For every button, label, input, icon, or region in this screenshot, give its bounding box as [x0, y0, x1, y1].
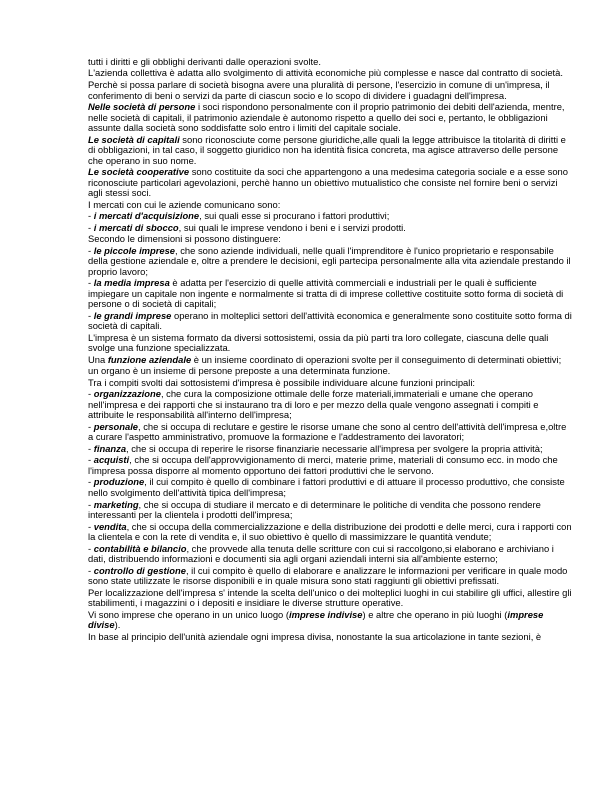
key-term: personale: [93, 420, 139, 432]
list-marker: -: [88, 454, 94, 466]
paragraph: Secondo le dimensioni si possono distinguere:: [88, 233, 281, 245]
list-item: [88, 544, 572, 565]
list-item: [88, 522, 572, 543]
paragraph-text: , che cura la composizione ottimale delle forze materiali,immateriali e umane che operano nell'impresa e dei rapporti che si instaurano tra di loro e per mezzo della quale vengono assegnati i compiti e attribuite le responsabilità all'interno dell'impresa;: [88, 388, 539, 421]
key-term: i mercati di sbocco: [93, 221, 179, 233]
list-marker: -: [88, 388, 94, 400]
key-term: imprese indivise: [289, 608, 363, 620]
list-item: [88, 444, 572, 455]
paragraph: [88, 610, 572, 631]
paragraph: Perchè si possa parlare di società bisogna avere una pluralità di persone, l'esercizio in comune di un'impresa, il conferimento di beni o servizi da parte di ciascun socio e lo scopo di dividere i guadagni dell'impresa.: [88, 78, 550, 101]
list-item: [88, 500, 572, 521]
paragraph-text: , che sono aziende individuali, nelle quali l'imprenditore è l'unico proprietario e responsabile della gestione aziendale e, oltre a prendere le decisioni, egli partecipa personalmente alla vita aziendale prestando il proprio lavoro;: [88, 244, 571, 277]
paragraph: In base al principio dell'unità aziendale ogni impresa divisa, nonostante la sua articolazione in tante sezioni, è: [88, 630, 542, 642]
list-marker: -: [88, 221, 94, 233]
key-term: la media impresa: [93, 277, 170, 289]
paragraph: Tra i compiti svolti dai sottosistemi d'impresa è possibile individuare alcune funzioni principali:: [88, 376, 476, 388]
paragraph: [88, 102, 572, 134]
paragraph-text: , che si occupa di studiare il mercato e di determinare le politiche di vendita che possono rendere interessanti per la clientela i prodotti dell'impresa;: [88, 498, 541, 521]
key-term: imprese divise: [88, 608, 544, 631]
paragraph-text: Vi sono imprese che operano in un unico luogo (: [88, 608, 289, 620]
paragraph-text: , che provvede alla tenuta delle scritture con cui si raccolgono,si elaborano e archiviano i dati, distribuendo informazioni e documenti sia agli organi aziendali interni sia all'ambiente esterno;: [88, 542, 554, 565]
list-marker: -: [88, 542, 94, 554]
key-term: produzione: [93, 476, 145, 488]
paragraph-text: è adatta per l'esercizio di quelle attività commerciali e industriali per le quali è sufficiente impiegare un capitale non ingente e normalmente si tratta di di imprese collettive costituite sotto forma di società di persone o di società di capitali;: [88, 277, 564, 310]
list-item: [88, 455, 572, 476]
key-term: Nelle società di persone: [88, 101, 196, 112]
paragraph: Per localizzazione dell'impresa s' intende la scelta dell'unico o dei molteplici luoghi in cui stabilire gli uffici, allestire gli stabilimenti, i magazzini o i depositi e insidiare le diverse strutture operative.: [88, 586, 572, 609]
key-term: controllo di gestione: [93, 564, 186, 576]
key-term: contabilità e bilancio: [93, 542, 187, 554]
paragraph: L'azienda collettiva è adatta allo svolgimento di attività economiche più complesse e nasce dal contratto di società.: [88, 67, 563, 79]
paragraph-text: è un insieme coordinato di operazioni svolte per il conseguimento di determinati obiettivi;: [191, 353, 562, 365]
list-item: [88, 566, 572, 587]
list-item: [88, 223, 572, 234]
paragraph: [88, 167, 572, 199]
paragraph-text: , sui quali esse si procurano i fattori produttivi;: [199, 210, 390, 222]
document-page: [88, 57, 572, 642]
key-term: le piccole imprese: [93, 244, 176, 256]
key-term: vendita: [93, 520, 127, 532]
paragraph-text: , il cui compito è quello di combinare i fattori produttivi e di attuare il processo produttivo, che consiste nello svolgimento dell'attività tipica dell'impresa;: [88, 476, 565, 499]
list-item: [88, 211, 572, 222]
list-marker: -: [88, 476, 94, 488]
list-item: [88, 311, 572, 332]
list-marker: -: [88, 244, 94, 256]
paragraph-text: operano in molteplici settori dell'attività economica e generalmente sono costituite sotto forma di società di capitali.: [88, 309, 572, 332]
list-item: [88, 278, 572, 310]
key-term: i mercati d'acquisizione: [93, 210, 200, 222]
key-term: acquisti: [93, 454, 130, 466]
paragraph: [88, 355, 572, 366]
paragraph-text: , sui quali le imprese vendono i beni e i servizi prodotti.: [178, 221, 406, 233]
paragraph: un organo è un insieme di persone preposte a una determinata funzione.: [88, 365, 391, 377]
list-marker: -: [88, 498, 94, 510]
key-term: finanza: [93, 442, 127, 454]
paragraph: L'impresa è un sistema formato da diversi sottosistemi, ossia da più parti tra loro collegate, ciascuna delle quali svolge una funzione specializzata.: [88, 331, 549, 354]
paragraph-text: , che si occupa di reclutare e gestire le risorse umane che sono al centro dell'attività dell'impresa e,oltre a curare l'aspetto amministrativo, promuove la formazione e l'addestramento dei lavoratori;: [88, 420, 567, 443]
list-item: [88, 246, 572, 278]
list-marker: -: [88, 277, 94, 289]
key-term: Le società di capitali: [88, 133, 180, 145]
key-term: funzione aziendale: [107, 353, 192, 365]
paragraph-text: , il cui compito è quello di elaborare e analizzare le informazioni per verificare in quale modo sono state utilizzate le risorse disponibili e in quale misura sono stati raggiunti gli obiettivi prefissati.: [88, 564, 568, 587]
paragraph-text: , che si occupa della commercializzazione e della distribuzione dei prodotti e delle merci, cura i rapporti con la clientela e con la rete di vendita e, il suo obiettivo è quello di massimizzare le quantità vendute;: [88, 520, 572, 543]
list-marker: -: [88, 210, 94, 222]
list-marker: -: [88, 564, 94, 576]
paragraph: tutti i diritti e gli obblighi derivanti dalle operazioni svolte.: [88, 56, 321, 67]
paragraph-text: i soci rispondono personalmente con il proprio patrimonio dei debiti dell'azienda, mentre, nelle società di capitali, il patrimonio aziendale è autonomo rispetto a quello dei soci e, pertanto, le obbligazioni assunte dalla società sono soddisfatte solo entro i limiti del capitale sociale.: [88, 101, 565, 134]
list-marker: -: [88, 420, 94, 432]
paragraph: I mercati con cui le aziende comunicano sono:: [88, 198, 281, 210]
paragraph: [88, 135, 572, 167]
paragraph-text: ).: [114, 619, 121, 631]
paragraph-text: ) e altre che operano in più luoghi (: [362, 608, 508, 620]
list-item: [88, 422, 572, 443]
paragraph-text: sono riconosciute come persone giuridiche,alle quali la legge attribuisce la titolarità di diritti e di obbligazioni, in tal caso, il soggetto giuridico non ha identità fisica concreta, ma agisce attraverso delle persone che operano in suo nome.: [88, 133, 566, 166]
list-marker: -: [88, 520, 94, 532]
paragraph-text: , che si occupa di reperire le risorse finanziarie necessarie all'impresa per svolgere la propria attività;: [126, 442, 543, 454]
list-marker: -: [88, 442, 94, 454]
key-term: organizzazione: [93, 388, 161, 400]
list-item: [88, 477, 572, 498]
key-term: le grandi imprese: [93, 309, 172, 321]
list-item: [88, 389, 572, 421]
paragraph-text: , che si occupa dell'approvvigionamento di merci, materie prime, materiali di consumo ecc. in modo che l'impresa possa disporre al momento opportuno dei fattori produttivi che le servono.: [88, 454, 558, 476]
paragraph-text: Una: [88, 353, 108, 365]
paragraph-text: sono costituite da soci che appartengono a una medesima categoria sociale e a esse sono riconosciute particolari agevolazioni, perchè hanno un obiettivo mutualistico che consiste nel fornire beni o servizi agli stessi soci.: [88, 166, 568, 199]
list-marker: -: [88, 309, 94, 321]
key-term: Le società cooperative: [88, 166, 190, 178]
key-term: marketing: [93, 498, 139, 510]
